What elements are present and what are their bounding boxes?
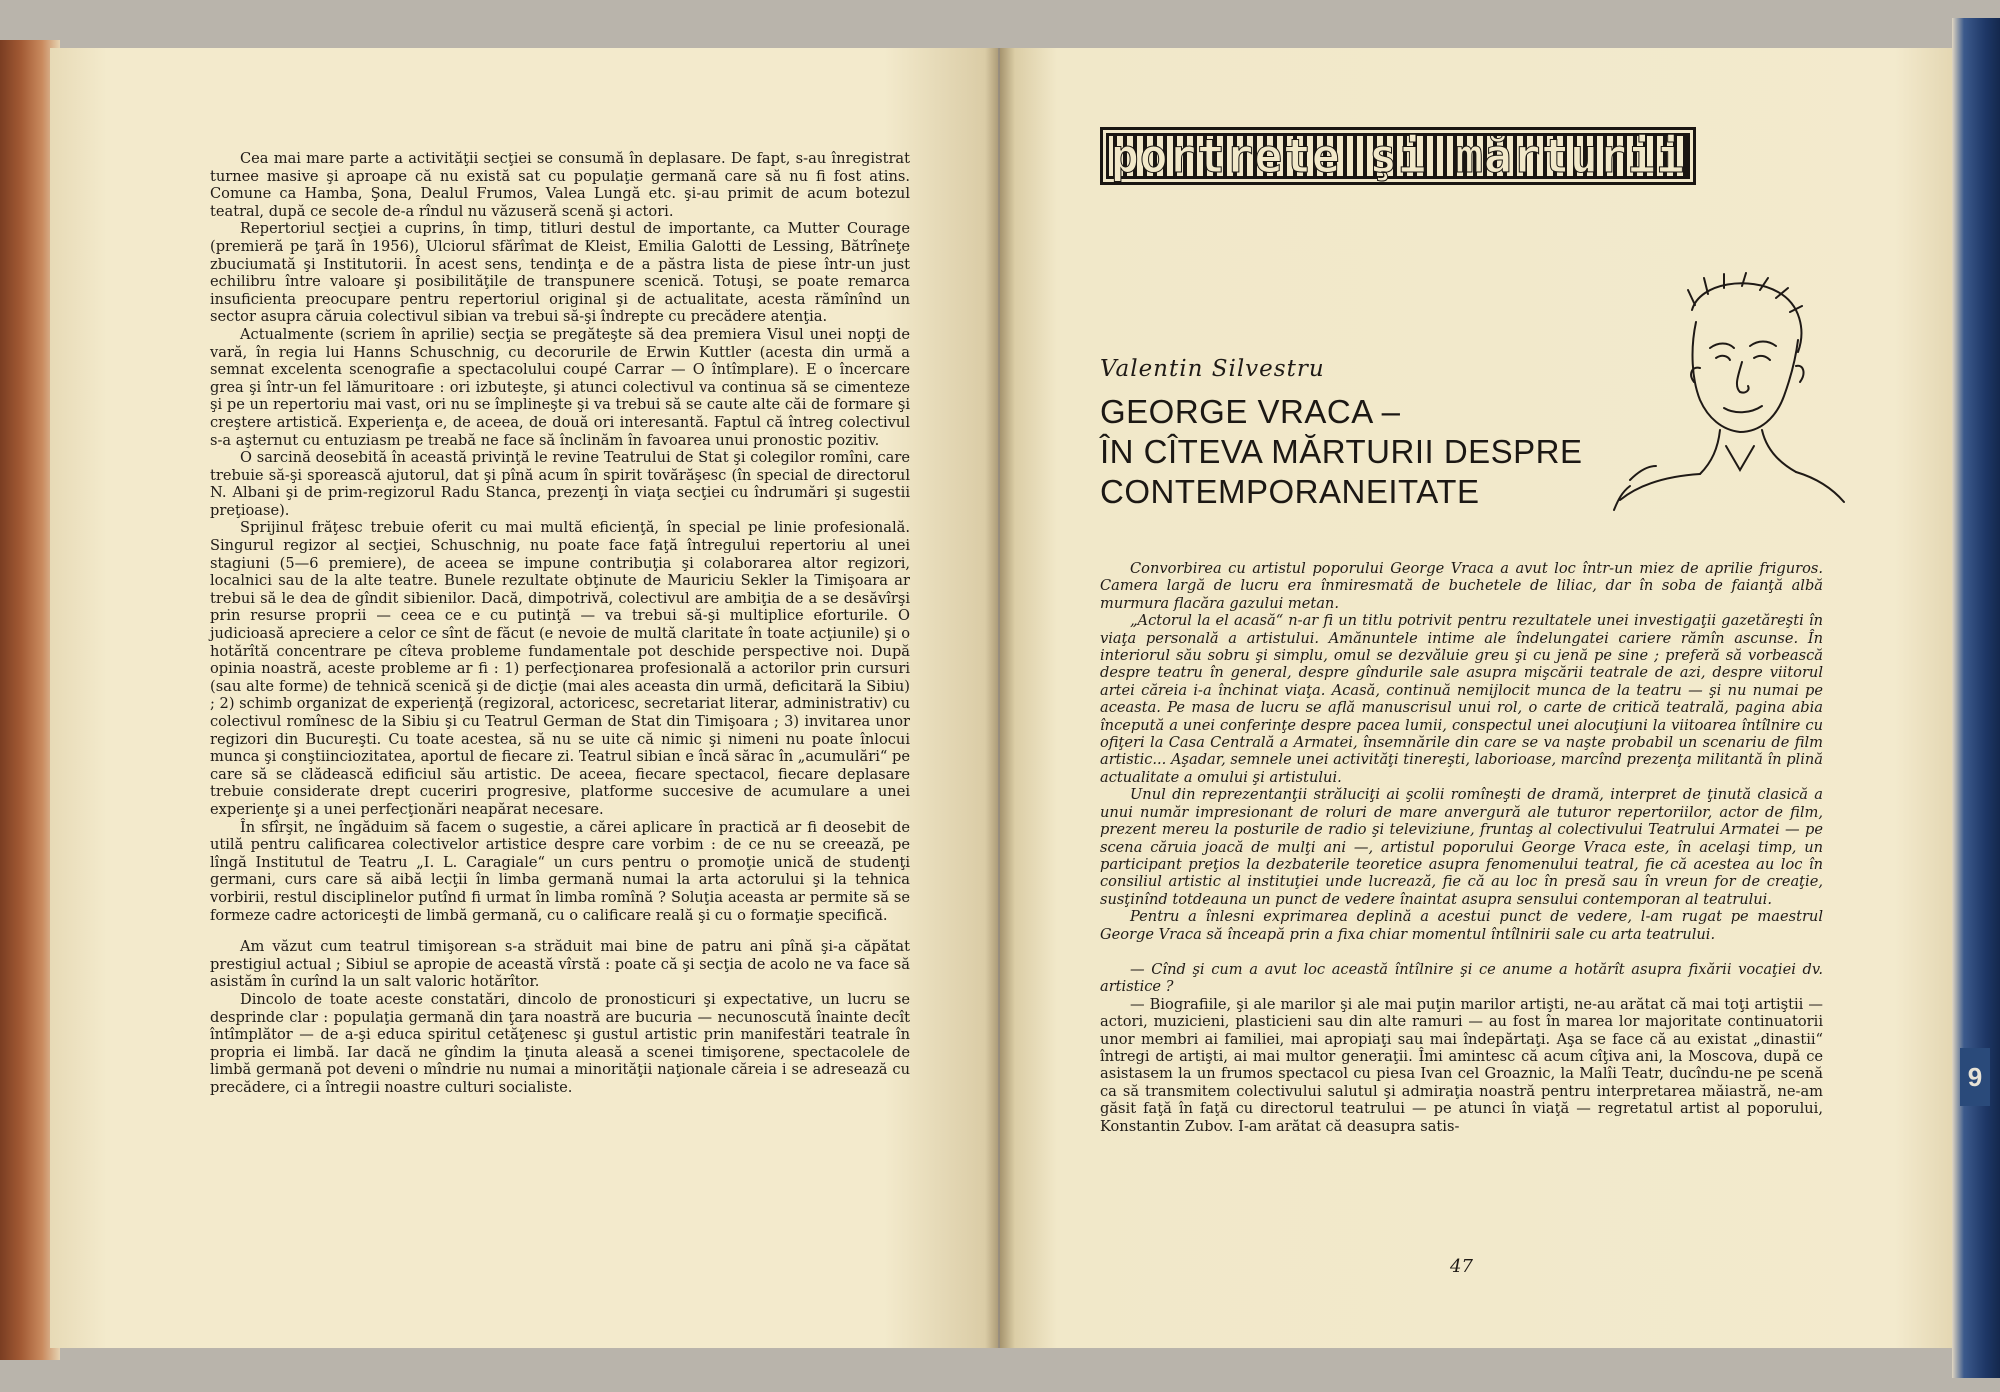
article-intro: [1100, 560, 1823, 943]
left-paragraph: Dincolo de toate aceste constatări, dincolo de pronosticuri şi expectative, un lucru se desprinde clar : populaţia germană din ţara noastră are bucuria — necunoscută înainte decît întîmplător — de a-şi educa spiritul cetăţenesc şi gustul artistic prin manifestări teatrale în propria ei limbă. Iar dacă ne gîndim la ţinuta aleasă a scenei timişorene, spectacolele de limbă germană pot deveni o mîndrie nu numai a minorităţii naţionale căreia i se adresează cu precădere, ci a întregii noastre culturi socialiste.: [210, 990, 910, 1096]
left-paragraph: Repertoriul secţiei a cuprins, în timp, titluri destul de importante, ca Mutter Courage (premieră pe ţară în 1956), Ulciorul sfărîmat de Kleist, Emilia Galotti de Lessing, Bătrîneţe zbuciumată şi Institutorii. În acest sens, tendinţa e de a păstra lista de piese într-un just echilibru între valoare şi posibilităţile de transpunere scenică. Totuşi, se poate remarca insuficienta preocupare pentru repertoriul original şi de actualitate, acesta rămînînd un sector asupra căruia colectivul sibian va trebui să-şi îndrepte cu precădere atenţia.: [210, 220, 910, 326]
article-headline: [1100, 392, 1620, 512]
headline-line: CONTEMPORANEITATE: [1100, 473, 1480, 510]
right-page-text: [1100, 560, 1823, 1135]
left-paragraph: O sarcină deosebită în această privinţă le revine Teatrului de Stat şi colegilor romîni, care trebuie să-şi sporească ajutorul, dat şi pînă acum în spirit tovărăşesc (în special de directorul N. Albani şi de prim-regizorul Radu Stanca, prezenţi în viaţa secţiei cu îndrumări şi sugestii preţioase).: [210, 449, 910, 519]
intro-paragraph: Pentru a înlesni exprimarea deplină a acestui punct de vedere, l-am rugat pe maestrul George Vraca să înceapă prin a fixa chiar momentul întîlnirii sale cu arta teatrului.: [1100, 908, 1823, 943]
interview-question: — Cînd şi cum a avut loc această întîlnire şi ce anume a hotărît asupra fixării vocaţiei dv. artistice ?: [1100, 960, 1823, 996]
section-title: [1100, 128, 1722, 184]
book-gutter: [985, 48, 1015, 1348]
left-paragraph: În sfîrşit, ne îngăduim să facem o sugestie, a cărei aplicare în practică ar fi deosebit de utilă pentru calificarea colectivelor artistice despre care vorbim : de ce nu se creează, pe lîngă Institutul de Teatru „I. L. Caragiale“ un curs pentru o promoţie unică de studenţi germani, curs care să aibă lecţii în limba germană numai la arta actorului şi la tehnica vorbirii, restul disciplinelor putînd fi urmat în limba romînă ? Soluţia aceasta ar permite să se formeze cadre actoriceşti de limbă germană, cu o calificare reală şi cu o formaţie specifică.: [210, 818, 910, 924]
headline-line: ÎN CÎTEVA MĂRTURII DESPRE: [1100, 433, 1583, 470]
left-paragraph: Am văzut cum teatrul timişorean s-a străduit mai bine de patru ani pînă şi-a căpătat prestigiul actual ; Sibiul se apropie de această vîrstă : poate că şi secţia de acolo ne va face să asistăm în curînd la un salt valoric hotărîtor.: [210, 938, 910, 991]
book-cover-right-edge: [1952, 18, 2000, 1378]
headline-line: GEORGE VRACA –: [1100, 393, 1401, 430]
intro-paragraph: Unul din reprezentanţii străluciţi ai şcolii romîneşti de dramă, interpret de ţinută clasică a unui număr impresionant de roluri de mare anvergură ale tuturor repertoriilor, actor de film, prezent mereu la posturile de radio şi televiziune, fruntaş al colectivului Teatrului Armatei — pe scena căruia joacă de mulţi ani —, artistul poporului George Vraca este, în acelaşi timp, un participant preţios la dezbaterile teoretice asupra fenomenului teatral, fie că acestea au loc în consiliul artistic al instituţiei unde lucrează, fie că au loc în presă sau în vreun for de creaţie, susţinînd totdeauna un punct de vedere înaintat asupra sensului contemporan al teatrului.: [1100, 786, 1823, 908]
intro-paragraph: Convorbirea cu artistul poporului George Vraca a avut loc într-un miez de aprilie friguros. Camera largă de lucru era înmiresmată de buchetele de liliac, dar în soba de faianţă albă murmura flacăra gazului metan.: [1100, 560, 1823, 612]
interview-answer: — Biografiile, şi ale marilor şi ale mai puţin marilor artişti, ne-au arătat că mai toţi artiştii — actori, muzicieni, plasticieni sau din alte ramuri — au fost în marea lor majoritate continuatorii unor membri ai familiei, mai apropiaţi sau mai îndepărtaţi. Aşa se face că au existat „dinastii“ întregi de artişti, ai mai multor generaţii. Îmi amintesc că acum cîţiva ani, la Moscova, după ce asistasem la un frumos spectacol cu piesa Ivan cel Groaznic, la Malîi Teatr, ducîndu-ne pe scenă ca să transmitem colectivului salutul şi admiraţia noastră pentru interpretarea măiastră, ne-am găsit faţă în faţă cu directorul teatrului — pe atunci în viaţă — regretatul artist al poporului, Konstantin Zubov. I-am arătat că deasupra satis-: [1100, 995, 1823, 1135]
page-number: 47: [1450, 1256, 1473, 1277]
intro-paragraph: „Actorul la el acasă“ n-ar fi un titlu potrivit pentru rezultatele unei investigaţii gazetăreşti în viaţa personală a artistului. Amănuntele intime ale îndelungatei cariere rămîn ascunse. În interiorul său sobru şi simplu, omul se dezvăluie greu şi cu jenă pe sine ; preferă să vorbească despre teatru în general, despre gîndurile sale asupra mişcării teatrale de azi, despre viitorul artei căreia i-a închinat viaţa. Acasă, continuă nemijlocit munca de la teatru — şi nu numai pe aceasta. Pe masa de lucru se află manuscrisul unui rol, o carte de critică teatrală, pagina abia începută a unei conferinţe despre pacea lumii, conspectul unei alocuţiuni la viitoarea întîlnire cu ofiţeri la Casa Centrală a Armatei, însemnările din care se va naşte probabil un scenariu de film artistic... Aşadar, semnele unei activităţi tinereşti, laborioase, marcînd prezenţa militantă în plină actualitate a omului şi artistului.: [1100, 612, 1823, 786]
left-paragraph: Actualmente (scriem în aprilie) secţia se pregăteşte să dea premiera Visul unei nopţi de vară, în regia lui Hanns Schuschnig, cu decorurile de Erwin Kuttler (acesta din urmă a semnat excelenta scenografie a spectacolului coupé Carrar — O întîmplare). E o încercare grea şi într-un fel lămuritoare : ori izbuteşte, şi atunci colectivul va continua să se cimenteze şi pe un repertoriu mai vast, ori nu se împlineşte şi va trebui să se caute alte căi de formare şi creştere artistică. Experienţa e, de aceea, de două ori interesantă. Faptul că întreg colectivul s-a aşternut cu entuziasm pe treabă ne face să înclinăm în favoarea unui pronostic pozitiv.: [210, 325, 910, 449]
article-author: Valentin Silvestru: [1100, 356, 1325, 382]
portrait-sketch: [1600, 270, 1850, 520]
chapter-tab: 9: [1960, 1048, 1990, 1106]
left-paragraph: Sprijinul frăţesc trebuie oferit cu mai multă eficienţă, în special pe linie profesională. Singurul regizor al secţiei, Schuschnig, nu poate face faţă întregului repertoriu al unei stagiuni (5—6 premiere), de aceea se impune contribuţia şi colaborarea altor regizori, localnici sau de la alte teatre. Bunele rezultate obţinute de Mauriciu Sekler la Timişoara ar trebui să le dea de gîndit sibienilor. Dacă, dimpotrivă, colectivul are ambiţia de a se desăvîrşi prin resurse proprii — ceea ce e cu putinţă — va trebui să-şi multiplice eforturile. O judicioasă apreciere a celor ce sînt de făcut (e nevoie de multă claritate în toate acţiunile) şi o hotărîtă concentrare pe cîteva probleme fundamentale pot deschide perspective noi. După opinia noastră, aceste probleme ar fi : 1) perfecţionarea profesională a actorilor prin cursuri (sau alte forme) de tehnică scenică şi de dicţie (mai ales aceasta din urmă, deficitară la Sibiu) ; 2) schimb organizat de experienţă (regizoral, actoricesc, secretariat literar, administrativ) cu colectivul romînesc de la Sibiu şi cu Teatrul German de Stat din Timişoara ; 3) invitarea unor regizori din Bucureşti. Cu toate acestea, să nu se uite că nimic şi nimeni nu poate înlocui munca şi conştiinciozitatea, aportul de fiecare zi. Teatrul sibian e încă sărac în „acumulări“ pe care să se clădească edificiul său artistic. De aceea, fiecare spectacol, fiecare deplasare trebuie considerate drept cuceriri progresive, platforme succesive de acumulare a unei experienţe şi a unei perfecţionări neapărat necesare.: [210, 519, 910, 818]
left-page-text: [210, 150, 910, 1096]
left-paragraph: Cea mai mare parte a activităţii secţiei se consumă în deplasare. De fapt, s-au înregistrat turnee masive şi aproape că nu există sat cu populaţie germană care să nu fi fost atins. Comune ca Hamba, Şona, Dealul Frumos, Valea Lungă etc. şi-au primit de acum botezul teatral, după ce secole de-a rîndul nu văzuseră scenă şi actori.: [210, 150, 910, 220]
section-title-text: portrete şi mărturii: [1100, 127, 1696, 185]
